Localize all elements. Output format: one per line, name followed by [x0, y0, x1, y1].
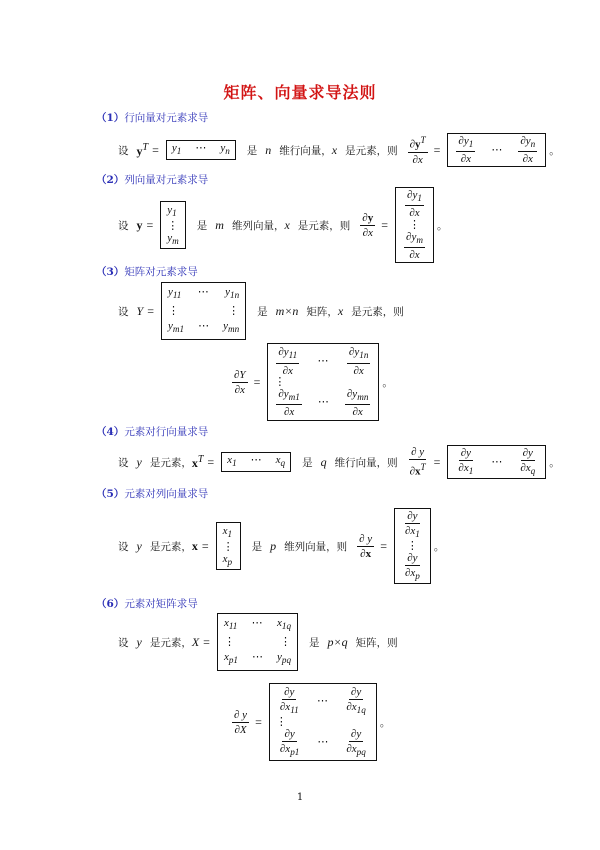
page-number: 1	[296, 792, 304, 803]
section-heading-5: （5）元素对列向量求导	[96, 488, 209, 500]
section-heading-2: （2）列向量对元素求导	[96, 174, 209, 186]
formula-element-by-col-vector: 设 y 是元素 ， x = $x_1$ ⋮ $x_p$ 是 p 维列向量 ， 则 $\frac{\partial y}{\partial x}$ = $\frac{\partial y}{\partial x_1}$ ⋮ $\frac{\partial y}{\partial x_p}$ 。	[118, 506, 444, 586]
formula-matrix-derivative: $\frac{\partial Y}{\partial x}$ = $\frac{\partial y_{11}}{\partial x}$ ⋯ $\frac{\partial y_{1n}}{\partial x}$ ⋮ $\frac{\partial y_{m1}}{\partial x}$ ⋯ $\frac{\partial y_{mn}}{\partial x}$ 。	[230, 344, 393, 420]
formula-row-vector-by-element: 设 $y^T$ = $y_1$ ⋯ $y_n$ 是 n 维行向量 ， x 是元素 ， 则 $\frac{\partial y^T}{\partial x}$ = $\frac{\partial y_1}{\partial x}$ ⋯ $\frac{\partial y_n}{\partial x}$ 。	[118, 134, 560, 166]
section-number: （1）	[96, 112, 125, 124]
section-heading-6: （6）元素对矩阵求导	[96, 598, 198, 610]
formula-matrix-definition: 设 Y = $y_{11}$ ⋯ $y_{1n}$ ⋮ ⋮ $y_{m1}$ ⋯ $y_{mn}$ 是 m×n 矩阵 ， x 是元素 ， 则	[118, 284, 404, 338]
section-heading-1	[96, 110, 208, 125]
formula-element-by-row-vector: 设 y 是元素 ， $x^T$ = $x_1$ ⋯ $x_q$ 是 q 维行向量 ， 则 $\frac{\partial y}{\partial x^T}$ = $\frac{\partial y}{\partial x_1}$ ⋯ $\frac{\partial y}{\partial x_q}$ 。	[118, 446, 560, 478]
formula-col-vector-by-element: 设 y = $y_1$ ⋮ $y_m$ 是 m 维列向量 ， x 是元素 ， 则 $\frac{\partial y}{\partial x}$ = $\frac{\partial y_1}{\partial x}$ ⋮ $\frac{\partial y_m}{\partial x}$ 。	[118, 188, 448, 262]
page-title: 矩阵、向量求导法则	[223, 83, 377, 102]
section-label: 行向量对元素求导	[124, 112, 209, 124]
section-heading-4: （4）元素对行向量求导	[96, 426, 209, 438]
formula-matrix-x-definition: 设 y 是元素 ， X = $x_{11}$ ⋯ $x_{1q}$ ⋮ ⋮ $x_{p1}$ ⋯ $y_{pq}$ 是 p×q 矩阵 ， 则	[118, 614, 398, 670]
section-heading-3: （3）矩阵对元素求导	[96, 266, 198, 278]
formula-element-by-matrix: $\frac{\partial y}{\partial X}$ = $\frac{\partial y}{\partial x_{11}}$ ⋯ $\frac{\partial y}{\partial x_{1q}}$ ⋮ $\frac{\partial y}{\partial x_{p1}}$ ⋯ $\frac{\partial y}{\partial x_{pq}}$ 。	[230, 680, 390, 764]
